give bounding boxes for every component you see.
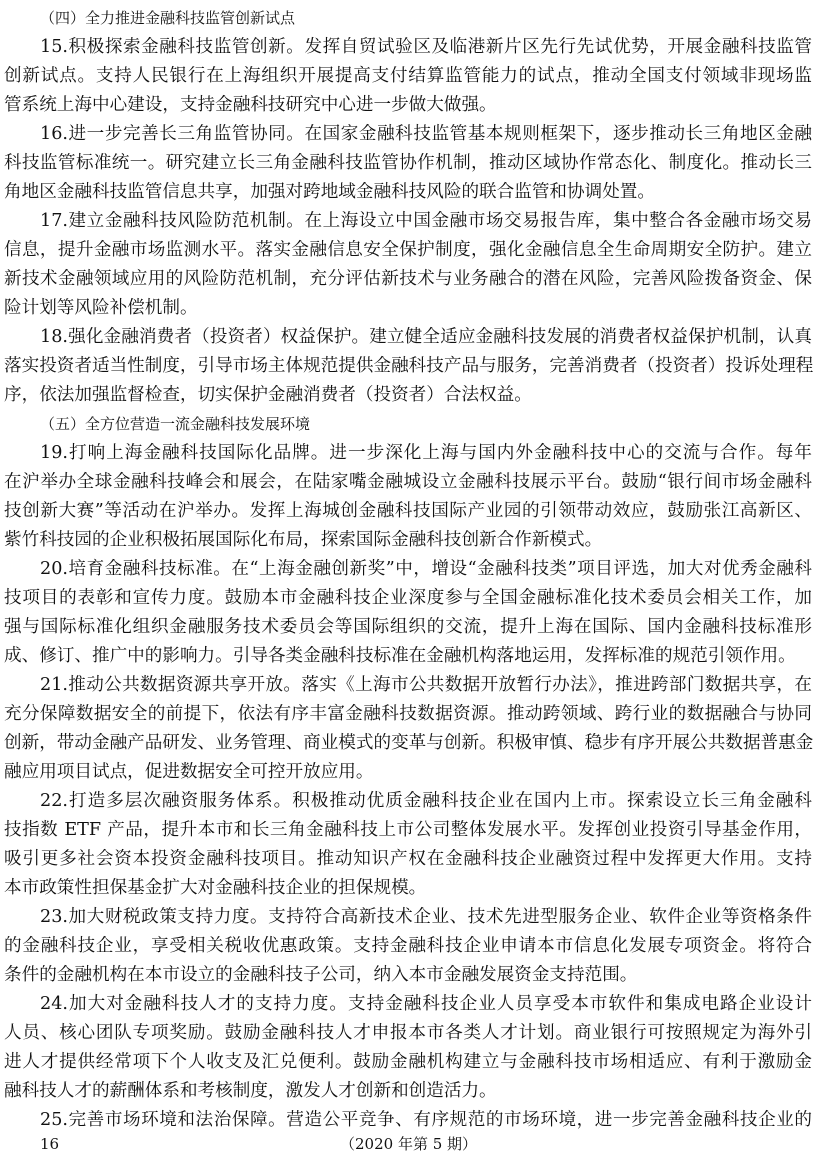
text-line: 成、修订、推广中的影响力。引导各类金融科技标准在金融机构落地运用，发挥标准的规范引领作用。	[4, 646, 796, 666]
text-line: 科技监管标准统一。研究建立长三角金融科技监管协作机制，推动区域协作常态化、制度化。推动长三	[4, 153, 812, 173]
text-line: 融科技人才的薪酬体系和考核制度，激发人才创新和创造活力。	[4, 1081, 497, 1101]
text-line: 24.加大对金融科技人才的支持力度。支持金融科技企业人员享受本市软件和集成电路企业设计	[40, 994, 812, 1014]
text-line: 的金融科技企业，享受相关税收优惠政策。支持金融科技企业申请本市信息化发展专项资金。将符合	[4, 936, 812, 956]
text-line: 险计划等风险补偿机制。	[4, 298, 198, 318]
text-line: 技项目的表彰和宣传力度。鼓励本市金融科技企业深度参与全国金融标准化技术委员会相关工作，加	[4, 588, 812, 608]
paragraph	[4, 207, 812, 323]
paragraph	[4, 439, 812, 555]
text-line: 充分保障数据安全的前提下，依法有序丰富金融科技数据资源。推动跨领域、跨行业的数据融合与协同	[4, 704, 812, 724]
issue-label: （2020 年第 5 期）	[340, 1135, 478, 1153]
text-line: 22.打造多层次融资服务体系。积极推动优质金融科技企业在国内上市。探索设立长三角金融科	[40, 791, 812, 811]
paragraph	[4, 323, 812, 410]
text-line: （四）全力推进金融科技监管创新试点	[40, 9, 296, 27]
paragraph	[4, 787, 812, 903]
text-line: 强与国际标准化组织金融服务技术委员会等国际组织的交流，提升上海在国际、国内金融科技标准形	[4, 617, 812, 637]
text-line: 新技术金融领域应用的风险防范机制，充分评估新技术与业务融合的潜在风险，完善风险拨备资金、保	[4, 269, 812, 289]
text-line: 21.推动公共数据资源共享开放。落实《上海市公共数据开放暂行办法》，推进跨部门数据共享，在	[40, 675, 812, 695]
text-line: 16.进一步完善长三角监管协同。在国家金融科技监管基本规则框架下，逐步推动长三角地区金融	[40, 124, 812, 144]
text-line: 管系统上海中心建设，支持金融科技研究中心进一步做大做强。	[4, 95, 497, 115]
paragraph	[4, 903, 812, 990]
page-number: 16	[40, 1135, 60, 1153]
text-line: 融应用项目试点，促进数据安全可控开放应用。	[4, 762, 374, 782]
text-line: 本市政策性担保基金扩大对金融科技企业的担保规模。	[4, 878, 427, 898]
paragraph	[4, 990, 812, 1106]
text-line: 信息，提升金融市场监测水平。落实金融信息安全保护制度，强化金融信息全生命周期安全防护。建立	[4, 240, 812, 260]
text-line: （五）全方位营造一流金融科技发展环境	[40, 415, 311, 433]
text-line: 25.完善市场环境和法治保障。营造公平竞争、有序规范的市场环境，进一步完善金融科技企业的	[40, 1110, 812, 1130]
section-heading	[4, 4, 812, 33]
text-line: 在沪举办全球金融科技峰会和展会，在陆家嘴金融城设立金融科技展示平台。鼓励“银行间市场金融科	[4, 472, 812, 492]
text-line: 创新，带动金融产品研发、业务管理、商业模式的变革与创新。积极审慎、稳步有序开展公共数据普惠金	[4, 733, 814, 753]
text-line: 序，依法加强监督检查，切实保护金融消费者（投资者）合法权益。	[4, 385, 532, 405]
text-line: 技创新大赛”等活动在沪举办。发挥上海城创金融科技国际产业园的引领带动效应，鼓励张江高新区、	[4, 501, 812, 521]
text-line: 创新试点。支持人民银行在上海组织开展提高支付结算监管能力的试点，推动全国支付领域非现场监	[4, 66, 812, 86]
text-line: 19.打响上海金融科技国际化品牌。进一步深化上海与国内外金融科技中心的交流与合作。每年	[40, 443, 812, 463]
paragraph	[4, 120, 812, 207]
text-line: 进人才提供经常项下个人收支及汇兑便利。鼓励金融机构建立与金融科技市场相适应、有利于激励金	[4, 1052, 812, 1072]
text-line: 紫竹科技园的企业积极拓展国际化布局，探索国际金融科技创新合作新模式。	[4, 530, 603, 550]
text-line: 17.建立金融科技风险防范机制。在上海设立中国金融市场交易报告库，集中整合各金融市场交易	[40, 211, 812, 231]
paragraph	[4, 1106, 812, 1135]
text-line: 20.培育金融科技标准。在“上海金融创新奖”中，增设“金融科技类”项目评选，加大对优秀金融科	[40, 559, 812, 579]
text-line: 角地区金融科技监管信息共享，加强对跨地域金融科技风险的联合监管和协调处置。	[4, 182, 655, 202]
paragraph	[4, 671, 812, 787]
text-line: 技指数 ETF 产品，提升本市和长三角金融科技上市公司整体发展水平。发挥创业投资引导基金作用，	[4, 820, 812, 840]
text-line: 15.积极探索金融科技监管创新。发挥自贸试验区及临港新片区先行先试优势，开展金融科技监管	[40, 37, 812, 57]
text-line: 23.加大财税政策支持力度。支持符合高新技术企业、技术先进型服务企业、软件企业等资格条件	[40, 907, 812, 927]
text-line: 吸引更多社会资本投资金融科技项目。推动知识产权在金融科技企业融资过程中发挥更大作用。支持	[4, 849, 812, 869]
text-line: 条件的金融机构在本市设立的金融科技子公司，纳入本市金融发展资金支持范围。	[4, 965, 638, 985]
text-line: 18.强化金融消费者（投资者）权益保护。建立健全适应金融科技发展的消费者权益保护机制，认真	[40, 327, 812, 347]
paragraph	[4, 555, 812, 671]
section-heading	[4, 410, 812, 439]
text-line: 人员、核心团队专项奖励。鼓励金融科技人才申报本市各类人才计划。商业银行可按照规定为海外引	[4, 1023, 812, 1043]
text-line: 落实投资者适当性制度，引导市场主体规范提供金融科技产品与服务，完善消费者（投资者）投诉处理程	[4, 356, 814, 376]
document-body	[4, 4, 812, 1135]
paragraph	[4, 33, 812, 120]
